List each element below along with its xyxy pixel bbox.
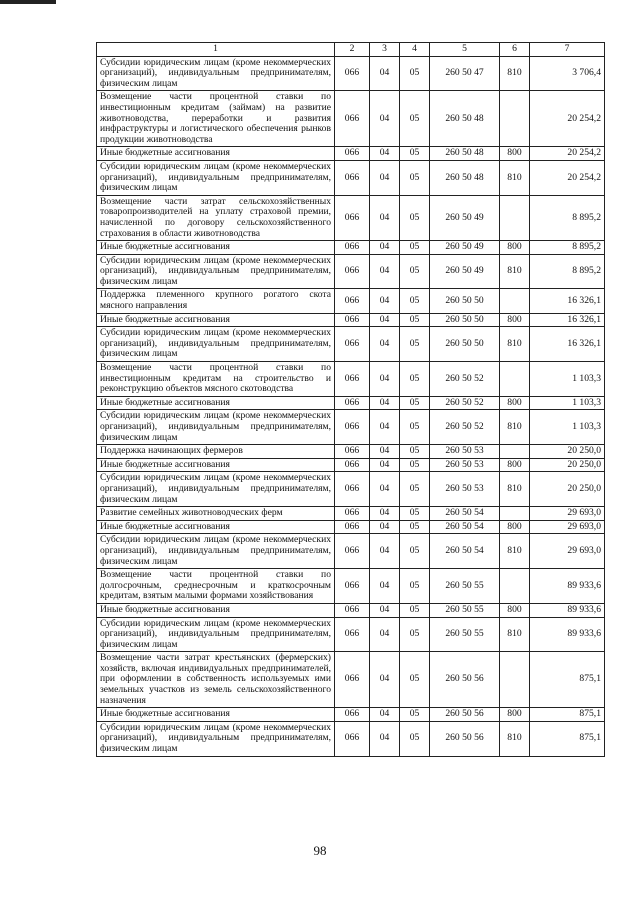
target-article-cell: 260 50 52 xyxy=(430,410,500,445)
ministry-code-cell: 066 xyxy=(335,458,370,472)
amount-cell: 875,1 xyxy=(530,652,605,708)
expense-type-cell xyxy=(500,289,530,313)
target-article-cell: 260 50 54 xyxy=(430,520,500,534)
item-name-cell: Субсидии юридическим лицам (кроме некоммерческих организаций), индивидуальным предпринимателям, физическим лицам xyxy=(97,534,335,569)
ministry-code-cell: 066 xyxy=(335,147,370,161)
ministry-code-cell: 066 xyxy=(335,569,370,604)
amount-cell: 875,1 xyxy=(530,721,605,756)
target-article-cell: 260 50 53 xyxy=(430,458,500,472)
ministry-code-cell: 066 xyxy=(335,56,370,91)
subsection-cell: 05 xyxy=(400,410,430,445)
section-cell: 04 xyxy=(370,147,400,161)
subsection-cell: 05 xyxy=(400,396,430,410)
table-row xyxy=(97,241,605,255)
expense-type-cell xyxy=(500,652,530,708)
section-cell: 04 xyxy=(370,56,400,91)
ministry-code-cell: 066 xyxy=(335,708,370,722)
item-name-cell: Иные бюджетные ассигнования xyxy=(97,241,335,255)
table-row xyxy=(97,507,605,521)
scan-edge-mark xyxy=(0,0,56,4)
amount-cell: 29 693,0 xyxy=(530,520,605,534)
section-cell: 04 xyxy=(370,617,400,652)
target-article-cell: 260 50 56 xyxy=(430,708,500,722)
subsection-cell: 05 xyxy=(400,520,430,534)
ministry-code-cell: 066 xyxy=(335,362,370,397)
expense-type-cell xyxy=(500,362,530,397)
expense-type-cell: 800 xyxy=(500,458,530,472)
ministry-code-cell: 066 xyxy=(335,327,370,362)
ministry-code-cell: 066 xyxy=(335,652,370,708)
amount-cell: 16 326,1 xyxy=(530,327,605,362)
ministry-code-cell: 066 xyxy=(335,241,370,255)
ministry-code-cell: 066 xyxy=(335,472,370,507)
section-cell: 04 xyxy=(370,458,400,472)
section-cell: 04 xyxy=(370,721,400,756)
amount-cell: 1 103,3 xyxy=(530,396,605,410)
ministry-code-cell: 066 xyxy=(335,254,370,289)
table-row xyxy=(97,313,605,327)
item-name-cell: Субсидии юридическим лицам (кроме некоммерческих организаций), индивидуальным предпринимателям, физическим лицам xyxy=(97,160,335,195)
section-cell: 04 xyxy=(370,241,400,255)
expense-type-cell xyxy=(500,91,530,147)
item-name-cell: Иные бюджетные ассигнования xyxy=(97,458,335,472)
expense-type-cell: 810 xyxy=(500,721,530,756)
section-cell: 04 xyxy=(370,603,400,617)
subsection-cell: 05 xyxy=(400,313,430,327)
table-row xyxy=(97,396,605,410)
section-cell: 04 xyxy=(370,569,400,604)
amount-cell: 20 254,2 xyxy=(530,147,605,161)
subsection-cell: 05 xyxy=(400,289,430,313)
ministry-code-cell: 066 xyxy=(335,617,370,652)
target-article-cell: 260 50 54 xyxy=(430,507,500,521)
subsection-cell: 05 xyxy=(400,254,430,289)
table-row xyxy=(97,445,605,459)
item-name-cell: Иные бюджетные ассигнования xyxy=(97,603,335,617)
section-cell: 04 xyxy=(370,410,400,445)
item-name-cell: Субсидии юридическим лицам (кроме некоммерческих организаций), индивидуальным предпринимателям, физическим лицам xyxy=(97,617,335,652)
page-number: 98 xyxy=(313,843,327,858)
amount-cell: 1 103,3 xyxy=(530,362,605,397)
table-row xyxy=(97,534,605,569)
ministry-code-cell: 066 xyxy=(335,91,370,147)
target-article-cell: 260 50 48 xyxy=(430,160,500,195)
item-name-cell: Субсидии юридическим лицам (кроме некоммерческих организаций), индивидуальным предпринимателям, физическим лицам xyxy=(97,410,335,445)
section-cell: 04 xyxy=(370,327,400,362)
amount-cell: 8 895,2 xyxy=(530,241,605,255)
budget-table xyxy=(96,42,605,757)
table-row xyxy=(97,721,605,756)
amount-cell: 89 933,6 xyxy=(530,617,605,652)
expense-type-cell: 800 xyxy=(500,603,530,617)
item-name-cell: Возмещение части затрат крестьянских (фермерских) хозяйств, включая индивидуальных предпринимателей, при оформлении в собственность используемых ими земельных участков из земель сельскохозяйственного назначения xyxy=(97,652,335,708)
expense-type-cell: 810 xyxy=(500,56,530,91)
expense-type-cell: 810 xyxy=(500,410,530,445)
expense-type-cell xyxy=(500,195,530,240)
item-name-cell: Иные бюджетные ассигнования xyxy=(97,313,335,327)
target-article-cell: 260 50 53 xyxy=(430,445,500,459)
expense-type-cell: 800 xyxy=(500,708,530,722)
section-cell: 04 xyxy=(370,91,400,147)
ministry-code-cell: 066 xyxy=(335,313,370,327)
target-article-cell: 260 50 47 xyxy=(430,56,500,91)
section-cell: 04 xyxy=(370,534,400,569)
table-row xyxy=(97,603,605,617)
column-header: 7 xyxy=(530,43,605,57)
table-row xyxy=(97,56,605,91)
expense-type-cell: 810 xyxy=(500,617,530,652)
item-name-cell: Иные бюджетные ассигнования xyxy=(97,147,335,161)
section-cell: 04 xyxy=(370,313,400,327)
item-name-cell: Иные бюджетные ассигнования xyxy=(97,708,335,722)
table-row xyxy=(97,327,605,362)
amount-cell: 20 250,0 xyxy=(530,445,605,459)
item-name-cell: Поддержка племенного крупного рогатого скота мясного направления xyxy=(97,289,335,313)
subsection-cell: 05 xyxy=(400,147,430,161)
table-row xyxy=(97,147,605,161)
table-row xyxy=(97,569,605,604)
target-article-cell: 260 50 53 xyxy=(430,472,500,507)
target-article-cell: 260 50 55 xyxy=(430,603,500,617)
ministry-code-cell: 066 xyxy=(335,603,370,617)
section-cell: 04 xyxy=(370,652,400,708)
target-article-cell: 260 50 55 xyxy=(430,617,500,652)
section-cell: 04 xyxy=(370,289,400,313)
expense-type-cell: 810 xyxy=(500,160,530,195)
subsection-cell: 05 xyxy=(400,160,430,195)
section-cell: 04 xyxy=(370,520,400,534)
section-cell: 04 xyxy=(370,362,400,397)
target-article-cell: 260 50 54 xyxy=(430,534,500,569)
table-row xyxy=(97,708,605,722)
subsection-cell: 05 xyxy=(400,617,430,652)
subsection-cell: 05 xyxy=(400,472,430,507)
item-name-cell: Субсидии юридическим лицам (кроме некоммерческих организаций), индивидуальным предпринимателям, физическим лицам xyxy=(97,254,335,289)
item-name-cell: Возмещение части процентной ставки по долгосрочным, среднесрочным и краткосрочным кредитам, взятым малыми формами хозяйствования xyxy=(97,569,335,604)
column-header: 3 xyxy=(370,43,400,57)
subsection-cell: 05 xyxy=(400,534,430,569)
target-article-cell: 260 50 52 xyxy=(430,396,500,410)
table-body xyxy=(97,56,605,756)
expense-type-cell: 810 xyxy=(500,534,530,569)
ministry-code-cell: 066 xyxy=(335,534,370,569)
table-row xyxy=(97,91,605,147)
item-name-cell: Субсидии юридическим лицам (кроме некоммерческих организаций), индивидуальным предпринимателям, физическим лицам xyxy=(97,472,335,507)
item-name-cell: Субсидии юридическим лицам (кроме некоммерческих организаций), индивидуальным предпринимателям, физическим лицам xyxy=(97,56,335,91)
column-header: 4 xyxy=(400,43,430,57)
ministry-code-cell: 066 xyxy=(335,721,370,756)
target-article-cell: 260 50 48 xyxy=(430,147,500,161)
column-header: 5 xyxy=(430,43,500,57)
target-article-cell: 260 50 56 xyxy=(430,652,500,708)
subsection-cell: 05 xyxy=(400,507,430,521)
table-row xyxy=(97,617,605,652)
column-header: 2 xyxy=(335,43,370,57)
subsection-cell: 05 xyxy=(400,362,430,397)
subsection-cell: 05 xyxy=(400,458,430,472)
subsection-cell: 05 xyxy=(400,56,430,91)
subsection-cell: 05 xyxy=(400,91,430,147)
item-name-cell: Возмещение части затрат сельскохозяйственных товаропроизводителей на уплату страховой премии, начисленной по договору сельскохозяйственного страхования в области животноводства xyxy=(97,195,335,240)
expense-type-cell: 800 xyxy=(500,313,530,327)
section-cell: 04 xyxy=(370,160,400,195)
table-header-row xyxy=(97,43,605,57)
expense-type-cell: 800 xyxy=(500,241,530,255)
subsection-cell: 05 xyxy=(400,721,430,756)
item-name-cell: Иные бюджетные ассигнования xyxy=(97,520,335,534)
ministry-code-cell: 066 xyxy=(335,410,370,445)
table-row xyxy=(97,410,605,445)
table-row xyxy=(97,254,605,289)
budget-table-container xyxy=(96,42,604,757)
expense-type-cell: 800 xyxy=(500,396,530,410)
expense-type-cell: 800 xyxy=(500,147,530,161)
amount-cell: 20 250,0 xyxy=(530,458,605,472)
target-article-cell: 260 50 56 xyxy=(430,721,500,756)
expense-type-cell: 800 xyxy=(500,520,530,534)
section-cell: 04 xyxy=(370,445,400,459)
section-cell: 04 xyxy=(370,507,400,521)
expense-type-cell: 810 xyxy=(500,327,530,362)
target-article-cell: 260 50 50 xyxy=(430,289,500,313)
table-row xyxy=(97,195,605,240)
amount-cell: 16 326,1 xyxy=(530,289,605,313)
ministry-code-cell: 066 xyxy=(335,289,370,313)
table-row xyxy=(97,362,605,397)
item-name-cell: Возмещение части процентной ставки по инвестиционным кредитам на строительство и реконструкцию объектов мясного скотоводства xyxy=(97,362,335,397)
amount-cell: 29 693,0 xyxy=(530,534,605,569)
target-article-cell: 260 50 49 xyxy=(430,195,500,240)
subsection-cell: 05 xyxy=(400,569,430,604)
target-article-cell: 260 50 55 xyxy=(430,569,500,604)
amount-cell: 29 693,0 xyxy=(530,507,605,521)
table-row xyxy=(97,652,605,708)
subsection-cell: 05 xyxy=(400,708,430,722)
column-header: 1 xyxy=(97,43,335,57)
section-cell: 04 xyxy=(370,708,400,722)
target-article-cell: 260 50 50 xyxy=(430,313,500,327)
amount-cell: 8 895,2 xyxy=(530,254,605,289)
section-cell: 04 xyxy=(370,254,400,289)
subsection-cell: 05 xyxy=(400,241,430,255)
amount-cell: 20 254,2 xyxy=(530,160,605,195)
item-name-cell: Возмещение части процентной ставки по инвестиционным кредитам (займам) на развитие животноводства, переработки и развития инфраструктуры и логистического обеспечения рынков продукции животноводства xyxy=(97,91,335,147)
ministry-code-cell: 066 xyxy=(335,396,370,410)
item-name-cell: Поддержка начинающих фермеров xyxy=(97,445,335,459)
column-header: 6 xyxy=(500,43,530,57)
expense-type-cell: 810 xyxy=(500,472,530,507)
table-row xyxy=(97,520,605,534)
subsection-cell: 05 xyxy=(400,603,430,617)
table-row xyxy=(97,458,605,472)
amount-cell: 89 933,6 xyxy=(530,569,605,604)
target-article-cell: 260 50 48 xyxy=(430,91,500,147)
subsection-cell: 05 xyxy=(400,195,430,240)
expense-type-cell xyxy=(500,445,530,459)
ministry-code-cell: 066 xyxy=(335,520,370,534)
amount-cell: 1 103,3 xyxy=(530,410,605,445)
subsection-cell: 05 xyxy=(400,445,430,459)
amount-cell: 20 250,0 xyxy=(530,472,605,507)
table-row xyxy=(97,289,605,313)
target-article-cell: 260 50 50 xyxy=(430,327,500,362)
subsection-cell: 05 xyxy=(400,652,430,708)
target-article-cell: 260 50 49 xyxy=(430,254,500,289)
ministry-code-cell: 066 xyxy=(335,445,370,459)
amount-cell: 3 706,4 xyxy=(530,56,605,91)
section-cell: 04 xyxy=(370,195,400,240)
section-cell: 04 xyxy=(370,472,400,507)
expense-type-cell xyxy=(500,507,530,521)
ministry-code-cell: 066 xyxy=(335,160,370,195)
target-article-cell: 260 50 49 xyxy=(430,241,500,255)
amount-cell: 89 933,6 xyxy=(530,603,605,617)
table-row xyxy=(97,160,605,195)
item-name-cell: Развитие семейных животноводческих ферм xyxy=(97,507,335,521)
ministry-code-cell: 066 xyxy=(335,507,370,521)
target-article-cell: 260 50 52 xyxy=(430,362,500,397)
amount-cell: 8 895,2 xyxy=(530,195,605,240)
amount-cell: 16 326,1 xyxy=(530,313,605,327)
amount-cell: 20 254,2 xyxy=(530,91,605,147)
item-name-cell: Субсидии юридическим лицам (кроме некоммерческих организаций), индивидуальным предпринимателям, физическим лицам xyxy=(97,721,335,756)
section-cell: 04 xyxy=(370,396,400,410)
expense-type-cell: 810 xyxy=(500,254,530,289)
expense-type-cell xyxy=(500,569,530,604)
subsection-cell: 05 xyxy=(400,327,430,362)
item-name-cell: Иные бюджетные ассигнования xyxy=(97,396,335,410)
ministry-code-cell: 066 xyxy=(335,195,370,240)
table-row xyxy=(97,472,605,507)
amount-cell: 875,1 xyxy=(530,708,605,722)
item-name-cell: Субсидии юридическим лицам (кроме некоммерческих организаций), индивидуальным предпринимателям, физическим лицам xyxy=(97,327,335,362)
